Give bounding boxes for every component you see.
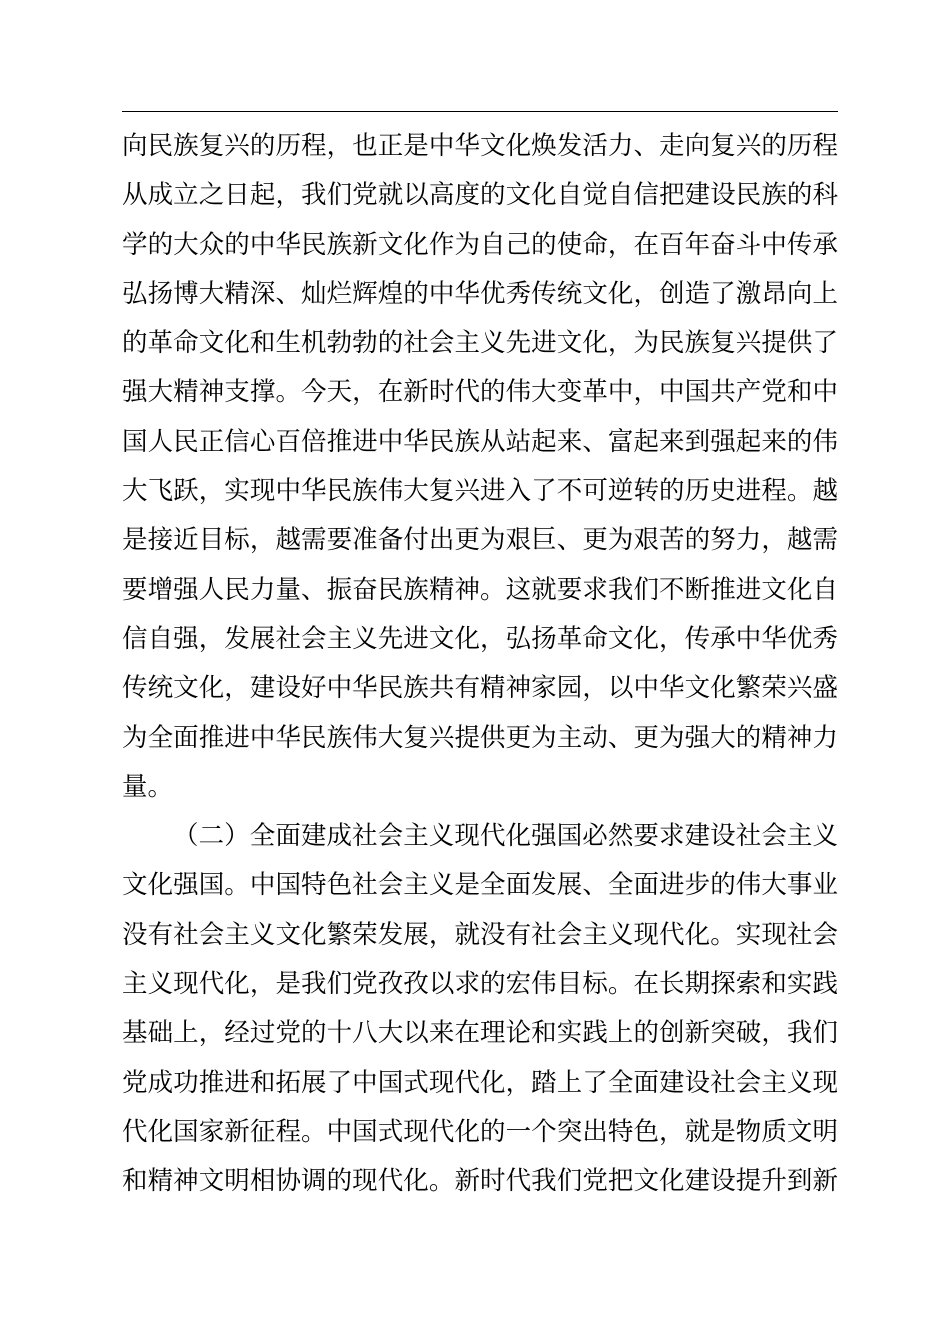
text-line: 信自强，发展社会主义先进文化，弘扬革命文化，传承中华优秀 [122, 623, 838, 654]
text-line: 是接近目标，越需要准备付出更为艰巨、更为艰苦的努力，越需 [122, 525, 838, 556]
text-line: 大飞跃，实现中华民族伟大复兴进入了不可逆转的历史进程。越 [122, 476, 838, 507]
text-line: 代化国家新征程。中国式现代化的一个突出特色，就是物质文明 [122, 1116, 838, 1147]
text-line: 和精神文明相协调的现代化。新时代我们党把文化建设提升到新 [122, 1166, 838, 1197]
text-line: 向民族复兴的历程，也正是中华文化焕发活力、走向复兴的历程 [122, 131, 838, 161]
text-line: 文化强国。中国特色社会主义是全面发展、全面进步的伟大事业 [122, 870, 838, 901]
text-line: 为全面推进中华民族伟大复兴提供更为主动、更为强大的精神力 [122, 722, 838, 753]
text-line: 传统文化，建设好中华民族共有精神家园，以中华文化繁荣兴盛 [122, 673, 838, 704]
text-line: 学的大众的中华民族新文化作为自己的使命，在百年奋斗中传承 [122, 229, 838, 260]
text-line: 主义现代化，是我们党孜孜以求的宏伟目标。在长期探索和实践 [122, 969, 838, 1000]
text-line: 从成立之日起，我们党就以高度的文化自觉自信把建设民族的科 [122, 180, 838, 211]
text-line: 要增强人民力量、振奋民族精神。这就要求我们不断推进文化自 [122, 574, 838, 605]
body-text [122, 122, 838, 1207]
text-line: 基础上，经过党的十八大以来在理论和实践上的创新突破，我们 [122, 1018, 838, 1049]
paragraph-end-line: 量。 [122, 771, 174, 802]
text-line: 国人民正信心百倍推进中华民族从站起来、富起来到强起来的伟 [122, 426, 838, 457]
header-rule [122, 111, 838, 112]
text-line: 党成功推进和拓展了中国式现代化，踏上了全面建设社会主义现 [122, 1067, 838, 1098]
text-line: 强大精神支撑。今天，在新时代的伟大变革中，中国共产党和中 [122, 377, 838, 408]
text-line: 弘扬博大精深、灿烂辉煌的中华优秀传统文化，创造了激昂向上 [122, 278, 838, 309]
section-heading-line: （二）全面建成社会主义现代化强国必然要求建设社会主义 [173, 821, 838, 852]
text-line: 没有社会主义文化繁荣发展，就没有社会主义现代化。实现社会 [122, 919, 838, 950]
text-line: 的革命文化和生机勃勃的社会主义先进文化，为民族复兴提供了 [122, 328, 838, 359]
